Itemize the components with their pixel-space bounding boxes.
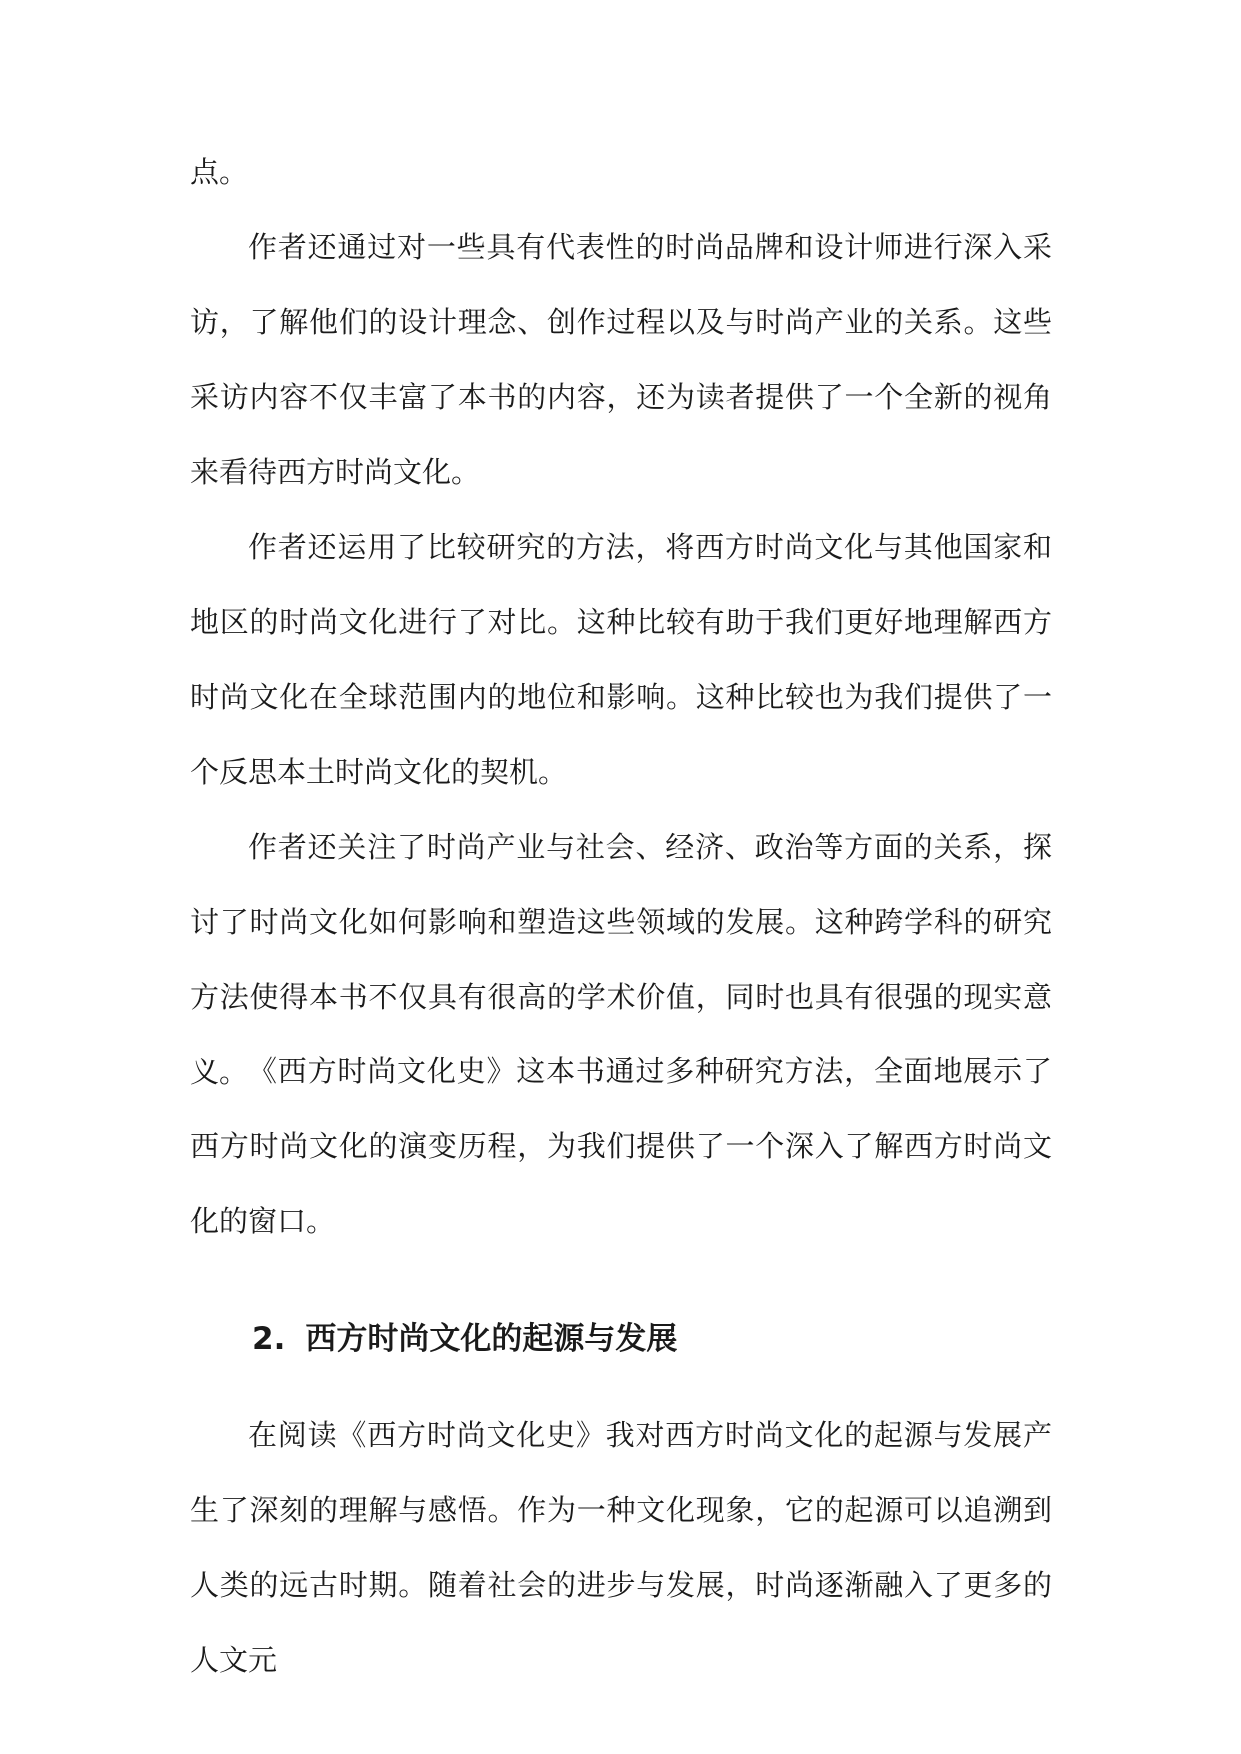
section-title: 西方时尚文化的起源与发展	[305, 1321, 678, 1357]
paragraph-interviews: 作者还通过对一些具有代表性的时尚品牌和设计师进行深入采访，了解他们的设计理念、创作过程以及与时尚产业的关系。这些采访内容不仅丰富了本书的内容，还为读者提供了一个全新的视角来看待西方时尚文化。	[190, 230, 1052, 489]
section-number: 2.	[252, 1321, 286, 1357]
paragraph-continuation: 点。	[190, 155, 249, 189]
paragraph-interdisciplinary: 作者还关注了时尚产业与社会、经济、政治等方面的关系，探讨了时尚文化如何影响和塑造这些领域的发展。这种跨学科的研究方法使得本书不仅具有很高的学术价值，同时也具有很强的现实意义。	[190, 830, 1052, 1089]
paragraph-origins: 在阅读《西方时尚文化史》我对西方时尚文化的起源与发展产生了深刻的理解与感悟。作为一种文化现象，它的起源可以追溯到人类的远古时期。随着社会的进步与发展，时尚逐渐融入了更多的人文元	[190, 1418, 1052, 1677]
paragraph-comparative-study: 作者还运用了比较研究的方法，将西方时尚文化与其他国家和地区的时尚文化进行了对比。这种比较有助于我们更好地理解西方时尚文化在全球范围内的地位和影响。这种比较也为我们提供了一个反思本土时尚文化的契机。	[190, 530, 1052, 789]
section-heading	[252, 1309, 677, 1369]
paragraph-summary: 《西方时尚文化史》这本书通过多种研究方法，全面地展示了西方时尚文化的演变历程，为我们提供了一个深入了解西方时尚文化的窗口。	[190, 1054, 1052, 1238]
